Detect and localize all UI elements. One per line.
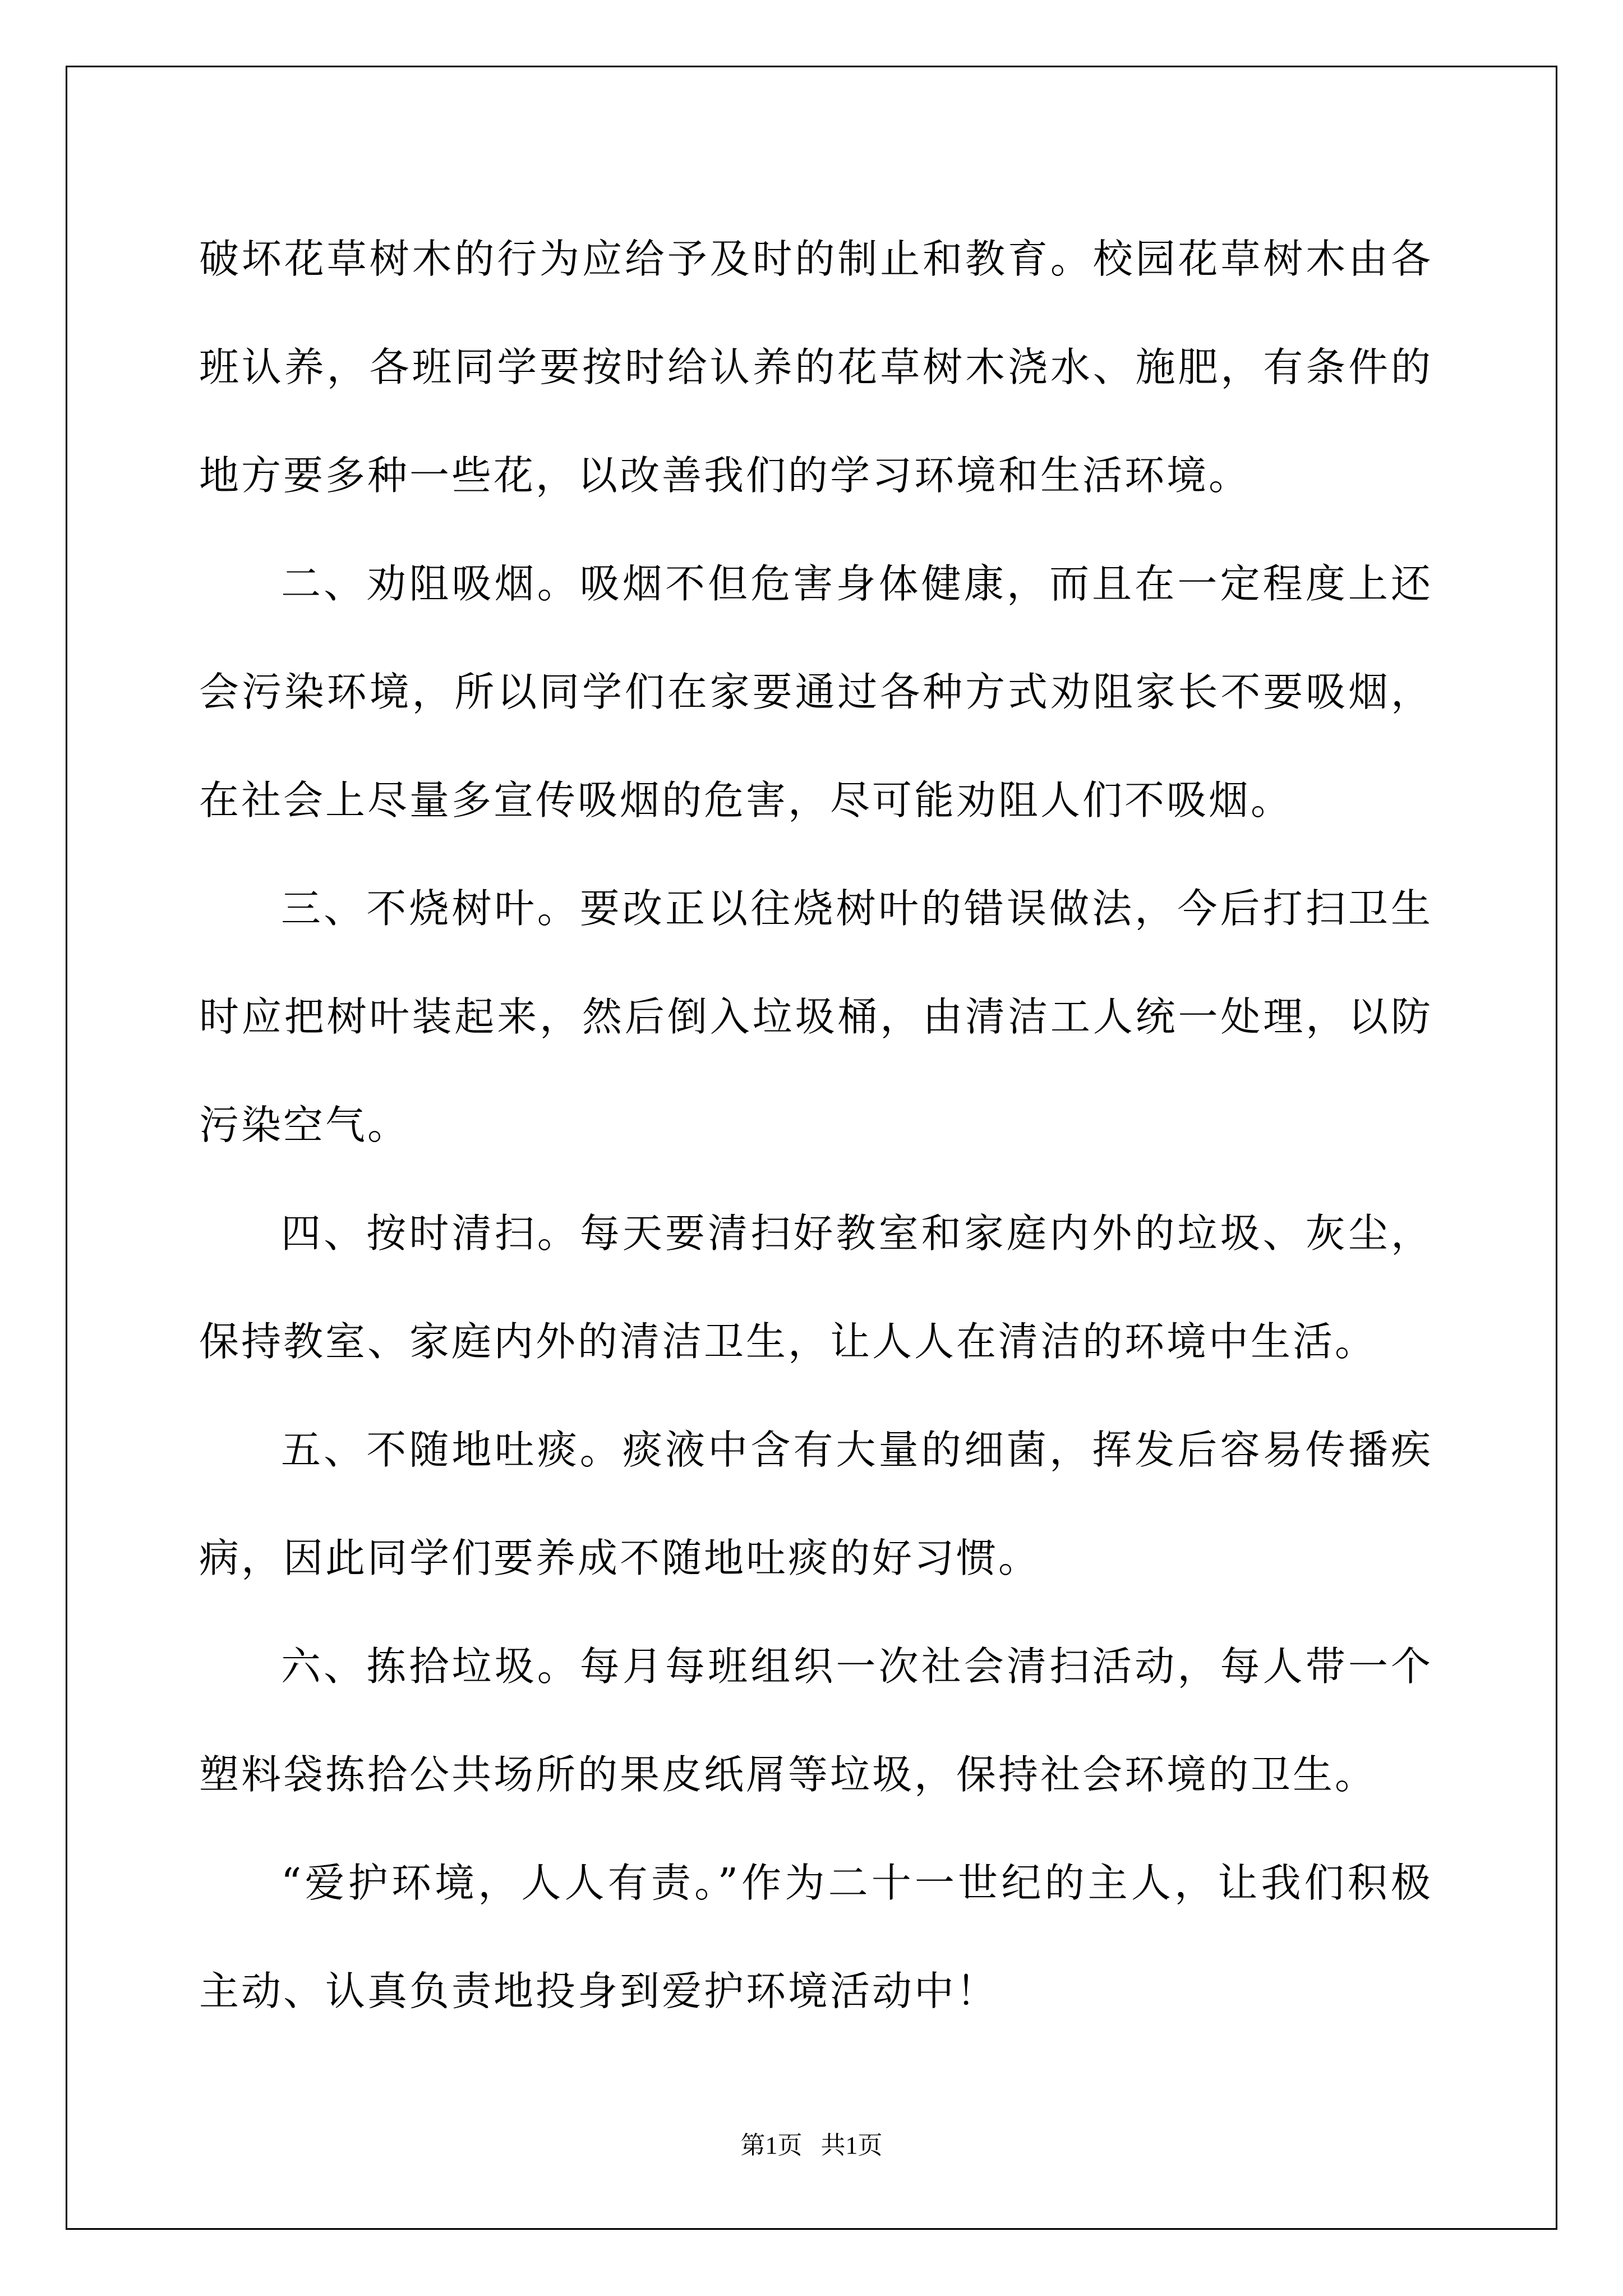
- paragraph-discourage-smoking: 二、劝阻吸烟。吸烟不但危害身体健康，而且在一定程度上还会污染环境，所以同学们在家要通过各种方式劝阻家长不要吸烟，在社会上尽量多宣传吸烟的危害，尽可能劝阻人们不吸烟。: [199, 560, 1433, 823]
- paragraph-no-burning-leaves: 三、不烧树叶。要改正以往烧树叶的错误做法，今后打扫卫生时应把树叶装起来，然后倒入垃圾桶，由清洁工人统一处理，以防污染空气。: [199, 885, 1433, 1148]
- paragraph-regular-cleaning: 四、按时清扫。每天要清扫好教室和家庭内外的垃圾、灰尘，保持教室、家庭内外的清洁卫生，让人人在清洁的环境中生活。: [199, 1210, 1433, 1365]
- page-number-footer: 第1页 共1页: [740, 2132, 883, 2159]
- paragraph-pick-up-litter: 六、拣拾垃圾。每月每班组织一次社会清扫活动，每人带一个塑料袋拣拾公共场所的果皮纸屑等垃圾，保持社会环境的卫生。: [199, 1643, 1433, 1798]
- paragraph-no-spitting: 五、不随地吐痰。痰液中含有大量的细菌，挥发后容易传播疾病，因此同学们要养成不随地吐痰的好习惯。: [199, 1427, 1433, 1581]
- document-body: [199, 205, 1433, 2045]
- paragraph-protect-plants: 破坏花草树木的行为应给予及时的制止和教育。校园花草树木由各班认养，各班同学要按时给认养的花草树木浇水、施肥，有条件的地方要多种一些花，以改善我们的学习环境和生活环境。: [199, 236, 1433, 499]
- paragraph-closing-call: “爱护环境，人人有责。”作为二十一世纪的主人，让我们积极主动、认真负责地投身到爱护环境活动中！: [199, 1860, 1433, 2014]
